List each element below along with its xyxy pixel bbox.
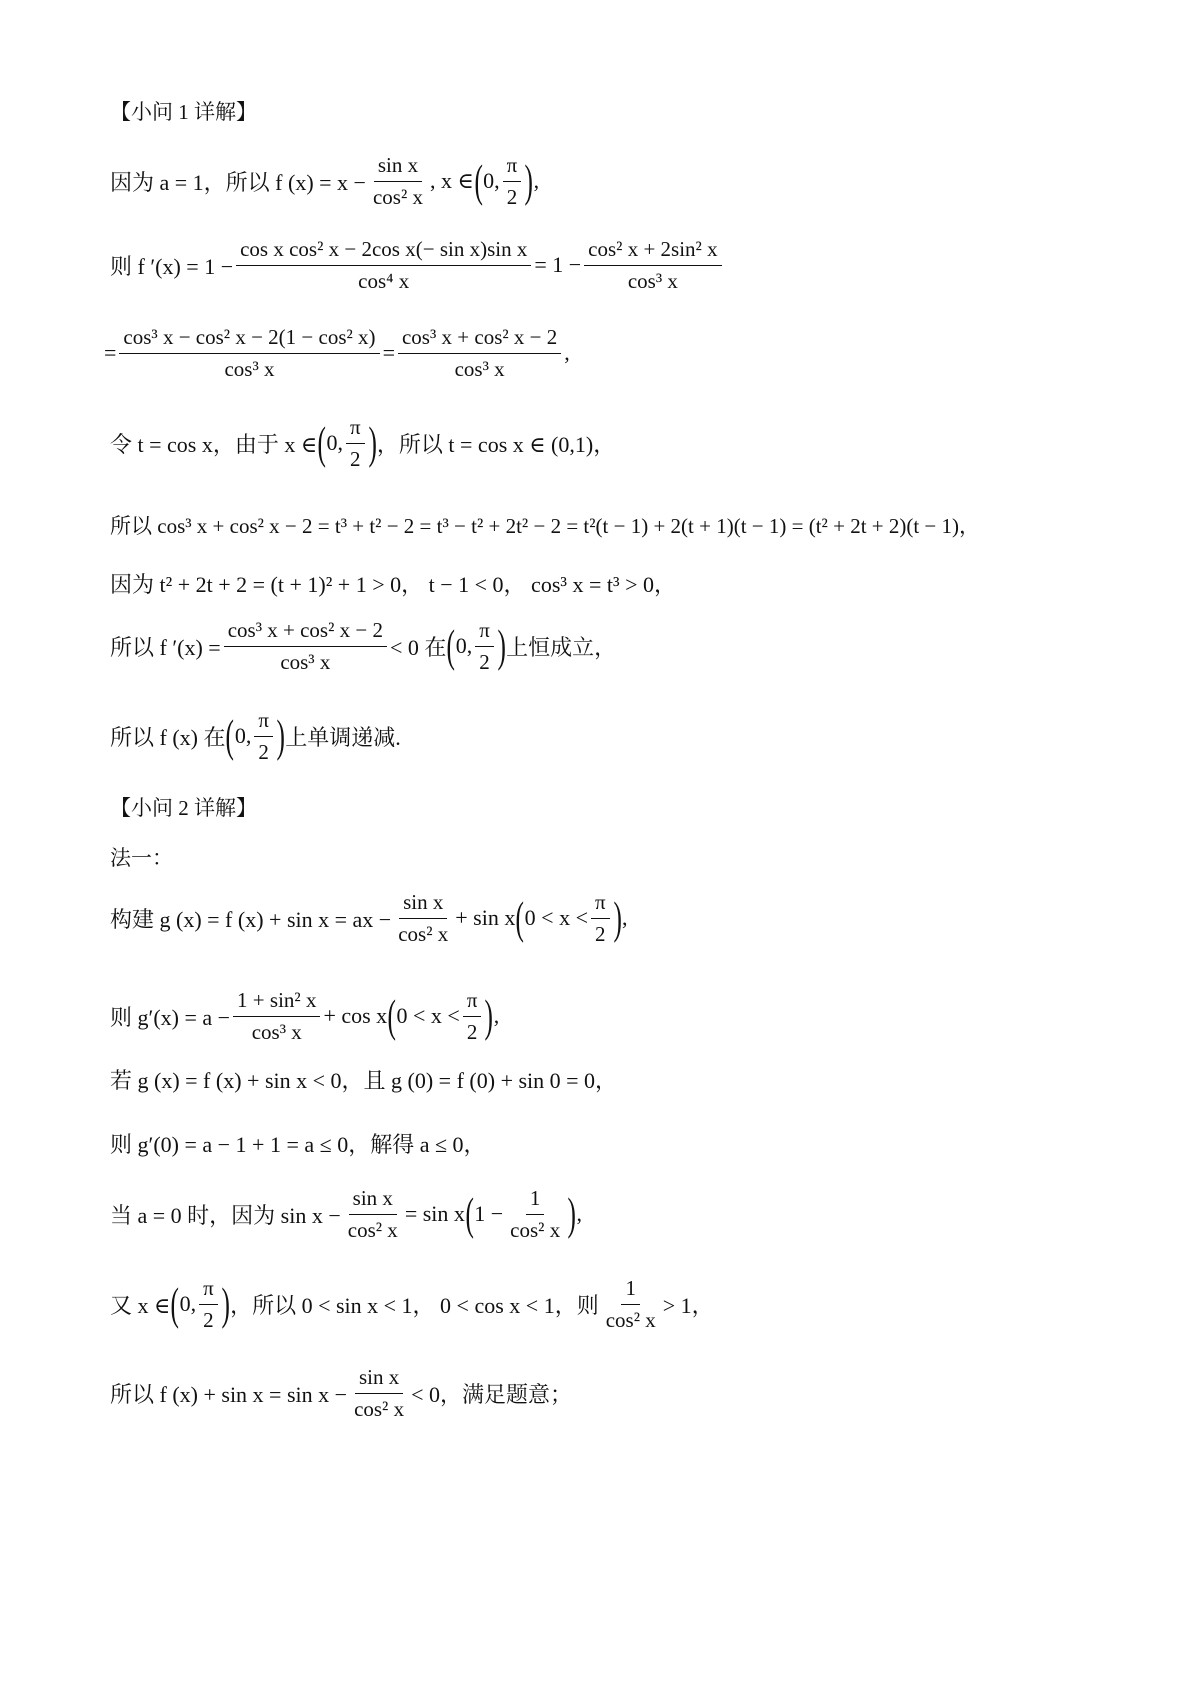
numerator: 1 xyxy=(526,1185,545,1214)
fraction xyxy=(369,152,427,210)
heading-text: 【小问 2 详解】 xyxy=(110,796,257,820)
math-text: ，所以 t = cos x ∈ (0,1)， xyxy=(376,431,616,457)
math-text: 0, xyxy=(179,1291,197,1316)
numerator: sin x xyxy=(355,1364,403,1393)
denominator: cos³ x xyxy=(454,356,505,381)
fraction xyxy=(398,324,561,382)
fraction xyxy=(602,1275,660,1333)
numerator: π xyxy=(475,617,494,646)
left-paren: ( xyxy=(465,1188,474,1239)
numerator: cos³ x + cos² x − 2 xyxy=(224,617,387,646)
numerator: sin x xyxy=(349,1185,397,1214)
math-text: 则 g′(x) = a − xyxy=(110,1004,231,1030)
right-paren: ) xyxy=(497,620,506,671)
numerator: π xyxy=(591,889,610,918)
section-heading-1 xyxy=(110,91,257,131)
math-text: = 1 − xyxy=(534,252,582,277)
fraction xyxy=(506,1185,564,1243)
numerator: cos³ x + cos² x − 2 xyxy=(398,324,561,353)
heading-text: 【小问 1 详解】 xyxy=(110,100,257,124)
math-text: 若 g (x) = f (x) + sin x < 0，且 g (0) = f (0) + sin 0 = 0， xyxy=(110,1067,618,1093)
fraction xyxy=(346,414,365,472)
math-text: 0, xyxy=(234,723,252,748)
denominator: 2 xyxy=(595,921,606,946)
equation-line xyxy=(110,1363,572,1423)
denominator: cos³ x xyxy=(224,356,275,381)
equation-line xyxy=(110,413,615,473)
equation-line xyxy=(110,151,539,211)
method-label xyxy=(110,837,173,877)
math-text: 0 < x < xyxy=(524,905,588,930)
right-paren: ) xyxy=(484,990,494,1041)
fraction xyxy=(503,152,522,210)
numerator: π xyxy=(503,152,522,181)
math-text: < 0 在 xyxy=(389,634,447,660)
right-paren: ) xyxy=(613,892,622,943)
denominator: cos² x xyxy=(398,921,449,946)
left-paren: ( xyxy=(317,417,327,468)
fraction xyxy=(119,324,379,382)
math-text: , xyxy=(564,340,570,365)
denominator: 2 xyxy=(203,1307,214,1332)
equation-line xyxy=(110,1274,714,1334)
math-text: < 0，满足题意； xyxy=(411,1381,573,1407)
denominator: cos³ x xyxy=(251,1019,302,1044)
fraction xyxy=(254,707,273,765)
numerator: π xyxy=(346,414,365,443)
fraction xyxy=(584,236,721,294)
left-paren: ( xyxy=(515,892,525,943)
math-text: 上单调递减. xyxy=(285,724,401,750)
fraction xyxy=(344,1185,402,1243)
math-text: , xyxy=(493,1003,500,1028)
math-text: 因为 t² + 2t + 2 = (t + 1)² + 1 > 0， t − 1 < 0， cos³ x = t³ > 0， xyxy=(110,571,676,597)
denominator: cos⁴ x xyxy=(358,268,410,293)
math-text: , xyxy=(576,1201,583,1226)
equation-line xyxy=(110,505,980,545)
denominator: cos³ x xyxy=(627,268,678,293)
right-paren: ) xyxy=(524,155,534,206)
right-paren: ) xyxy=(221,1278,230,1329)
equation-line xyxy=(110,706,401,766)
numerator: π xyxy=(463,987,482,1016)
denominator: cos³ x xyxy=(280,649,331,674)
math-text: + sin x xyxy=(455,905,516,930)
math-text: > 1， xyxy=(662,1292,714,1318)
math-text: , x ∈ xyxy=(430,168,474,193)
fraction xyxy=(394,889,452,947)
fraction xyxy=(236,236,531,294)
math-text: 令 t = cos x，由于 x ∈ xyxy=(110,431,318,457)
math-text: = xyxy=(382,340,395,365)
math-text: 0, xyxy=(455,633,473,658)
denominator: cos² x xyxy=(347,1217,398,1242)
numerator: cos³ x − cos² x − 2(1 − cos² x) xyxy=(119,324,379,353)
equation-line xyxy=(110,563,676,603)
equation-line xyxy=(110,235,725,295)
fraction xyxy=(199,1275,218,1333)
left-paren: ( xyxy=(446,620,456,671)
numerator: π xyxy=(254,707,273,736)
left-paren: ( xyxy=(225,710,235,761)
left-paren: ( xyxy=(474,155,483,206)
numerator: cos x cos² x − 2cos x(− sin x)sin x xyxy=(236,236,531,265)
equation-line xyxy=(110,1059,617,1099)
numerator: sin x xyxy=(399,889,447,918)
denominator: cos² x xyxy=(354,1396,405,1421)
math-text: 所以 f (x) + sin x = sin x − xyxy=(110,1381,348,1407)
numerator: 1 + sin² x xyxy=(233,987,320,1016)
equation-line xyxy=(110,616,616,676)
denominator: 2 xyxy=(350,446,361,471)
math-text: , xyxy=(621,905,628,930)
math-text: 又 x ∈ xyxy=(110,1292,171,1318)
fraction xyxy=(233,987,320,1045)
math-text: 上恒成立， xyxy=(506,634,617,660)
equation-line xyxy=(104,323,570,383)
denominator: 2 xyxy=(506,184,518,209)
section-heading-2 xyxy=(110,787,257,827)
fraction xyxy=(475,617,494,675)
numerator: cos² x + 2sin² x xyxy=(584,236,721,265)
fraction xyxy=(224,617,387,675)
numerator: sin x xyxy=(374,152,422,181)
math-text: 当 a = 0 时，因为 sin x − xyxy=(110,1202,341,1228)
method-text: 法一： xyxy=(110,846,173,870)
denominator: 2 xyxy=(258,739,269,764)
denominator: cos² x xyxy=(510,1217,561,1242)
denominator: cos² x xyxy=(605,1307,656,1332)
math-text: 1 − xyxy=(474,1201,504,1226)
math-text: = xyxy=(104,340,117,365)
math-text: 0 < x < xyxy=(396,1003,460,1028)
math-text: , xyxy=(533,168,540,193)
right-paren: ) xyxy=(567,1188,577,1239)
equation-line xyxy=(110,1123,486,1163)
fraction xyxy=(350,1364,408,1422)
equation-line xyxy=(110,986,499,1046)
math-text: 则 g′(0) = a − 1 + 1 = a ≤ 0，解得 a ≤ 0， xyxy=(110,1131,486,1157)
math-text: 所以 cos³ x + cos² x − 2 = t³ + t² − 2 = t³ − t² + 2t² − 2 = t²(t − 1) + 2(t + 1)(t − 1) = (t² + 2t + 2)(t − 1)， xyxy=(110,514,981,538)
denominator: 2 xyxy=(479,649,490,674)
right-paren: ) xyxy=(276,710,285,761)
math-text: = sin x xyxy=(404,1201,465,1226)
equation-line xyxy=(110,1184,582,1244)
left-paren: ( xyxy=(387,990,397,1041)
math-text: 0, xyxy=(483,168,500,193)
fraction xyxy=(463,987,482,1045)
math-text: 所以 f (x) 在 xyxy=(110,724,226,750)
numerator: 1 xyxy=(621,1275,640,1304)
fraction xyxy=(591,889,610,947)
math-text: 则 f ′(x) = 1 − xyxy=(110,253,234,279)
math-text: + cos x xyxy=(323,1003,388,1028)
denominator: 2 xyxy=(466,1019,478,1044)
math-text: 0, xyxy=(326,430,343,455)
math-text: 所以 f ′(x) = xyxy=(110,634,221,660)
right-paren: ) xyxy=(368,417,377,468)
denominator: cos² x xyxy=(372,184,424,209)
math-text: 因为 a = 1，所以 f (x) = x − xyxy=(110,169,366,195)
left-paren: ( xyxy=(170,1278,180,1329)
numerator: π xyxy=(199,1275,218,1304)
math-text: ，所以 0 < sin x < 1， 0 < cos x < 1，则 xyxy=(230,1292,599,1318)
math-text: 构建 g (x) = f (x) + sin x = ax − xyxy=(110,906,392,932)
equation-line xyxy=(110,888,627,948)
